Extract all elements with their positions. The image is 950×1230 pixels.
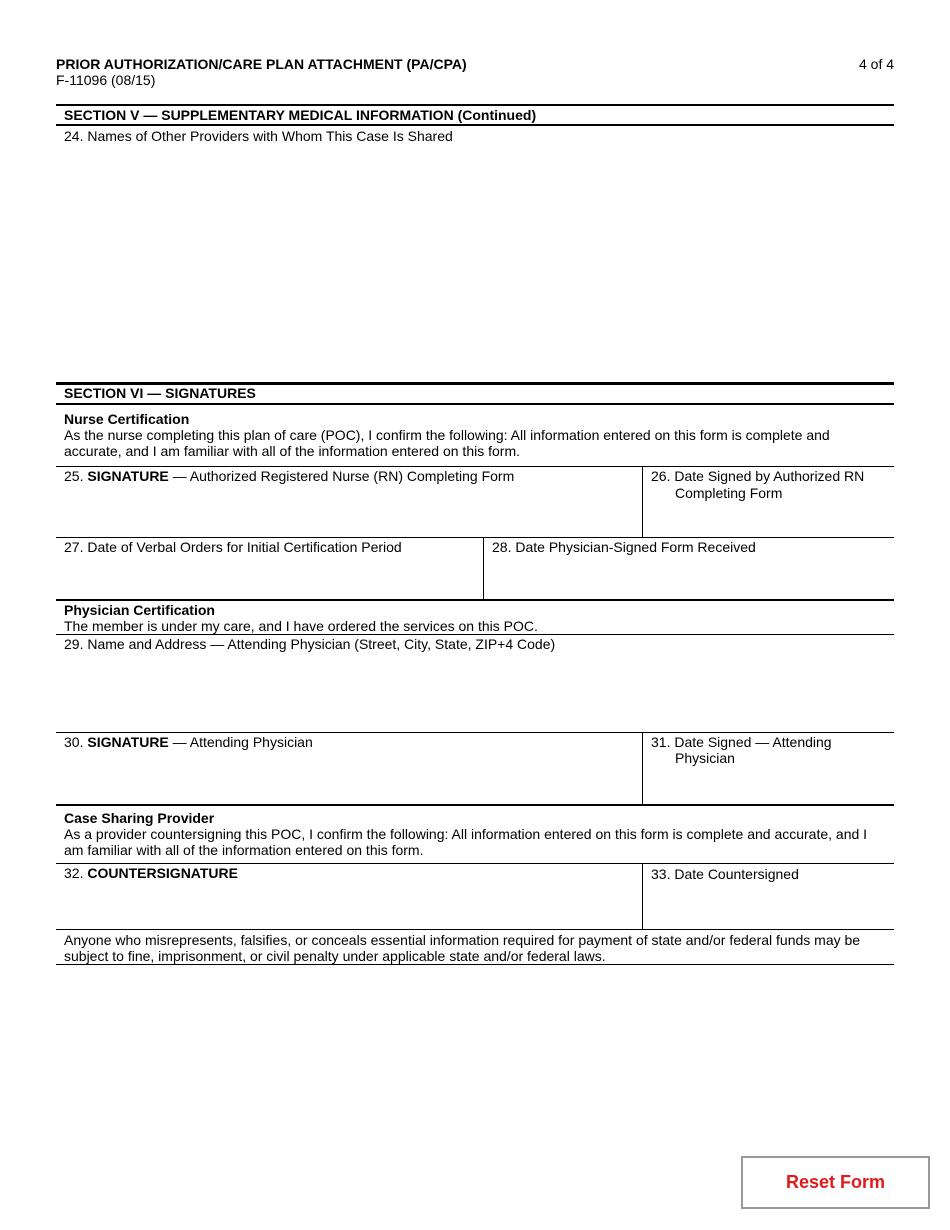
section-divider: [56, 804, 894, 806]
row-divider: [56, 732, 894, 733]
row-divider: [56, 863, 894, 864]
field-26-label-line1: 26. Date Signed by Authorized RN: [651, 468, 865, 484]
field-26-label-line2: Completing Form: [675, 485, 783, 501]
field-27-label: 27. Date of Verbal Orders for Initial Certification Period: [64, 539, 402, 555]
row-divider: [56, 964, 894, 965]
section-divider: [56, 104, 894, 106]
row-divider: [56, 634, 894, 635]
field-29-physician-address-input[interactable]: [56, 654, 894, 731]
field-30-physician-signature-input[interactable]: [56, 752, 642, 803]
field-32-label: 32. COUNTERSIGNATURE: [64, 865, 238, 881]
field-33-label: 33. Date Countersigned: [651, 866, 799, 882]
field-24-label: 24. Names of Other Providers with Whom This Case Is Shared: [64, 128, 453, 144]
form-title: PRIOR AUTHORIZATION/CARE PLAN ATTACHMENT (PA/CPA): [56, 56, 467, 72]
section-divider: [56, 124, 894, 126]
row-divider: [56, 466, 894, 467]
row-divider: [56, 929, 894, 930]
field-26-date-input[interactable]: [643, 503, 894, 536]
field-33-date-input[interactable]: [643, 884, 894, 928]
field-31-date-input[interactable]: [643, 768, 894, 803]
section-divider: [56, 403, 894, 405]
row-divider: [56, 537, 894, 538]
field-24-other-providers-input[interactable]: [56, 146, 894, 380]
field-25-rn-signature-input[interactable]: [56, 486, 642, 536]
section-vi-title: SECTION VI — SIGNATURES: [64, 385, 256, 401]
field-31-label-line2: Physician: [675, 750, 735, 766]
nurse-certification-text: As the nurse completing this plan of care (POC), I confirm the following: All information entered on this form is complete and accurate, and I am familiar with all of the information entered on this form.: [64, 427, 830, 459]
reset-form-button[interactable]: Reset Form: [741, 1156, 930, 1209]
section-divider: [56, 599, 894, 601]
field-32-countersignature-input[interactable]: [56, 883, 642, 928]
field-30-label: 30. SIGNATURE — Attending Physician: [64, 734, 313, 750]
field-29-label: 29. Name and Address — Attending Physician (Street, City, State, ZIP+4 Code): [64, 636, 556, 652]
section-v-title: SECTION V — SUPPLEMENTARY MEDICAL INFORMATION (Continued): [64, 107, 537, 123]
field-27-date-input[interactable]: [56, 557, 482, 599]
case-sharing-text: As a provider countersigning this POC, I confirm the following: All information entered on this form is complete and accurate, and I am familiar with all of the information entered on this form.: [64, 826, 868, 858]
field-28-date-input[interactable]: [484, 557, 894, 599]
case-sharing-heading: Case Sharing Provider: [64, 810, 215, 826]
physician-certification-heading: Physician Certification: [64, 602, 215, 618]
form-id: F-11096 (08/15): [56, 72, 156, 88]
field-25-label: 25. SIGNATURE — Authorized Registered Nurse (RN) Completing Form: [64, 468, 515, 484]
physician-certification-text: The member is under my care, and I have ordered the services on this POC.: [64, 618, 538, 634]
field-28-label: 28. Date Physician-Signed Form Received: [492, 539, 756, 555]
nurse-certification-heading: Nurse Certification: [64, 411, 190, 427]
legal-disclaimer: Anyone who misrepresents, falsifies, or conceals essential information required for payment of state and/or federal funds may be subject to fine, imprisonment, or civil penalty under applicable state and/or federal laws.: [64, 932, 861, 964]
field-31-label-line1: 31. Date Signed — Attending: [651, 734, 832, 750]
page-number: 4 of 4: [859, 56, 895, 72]
